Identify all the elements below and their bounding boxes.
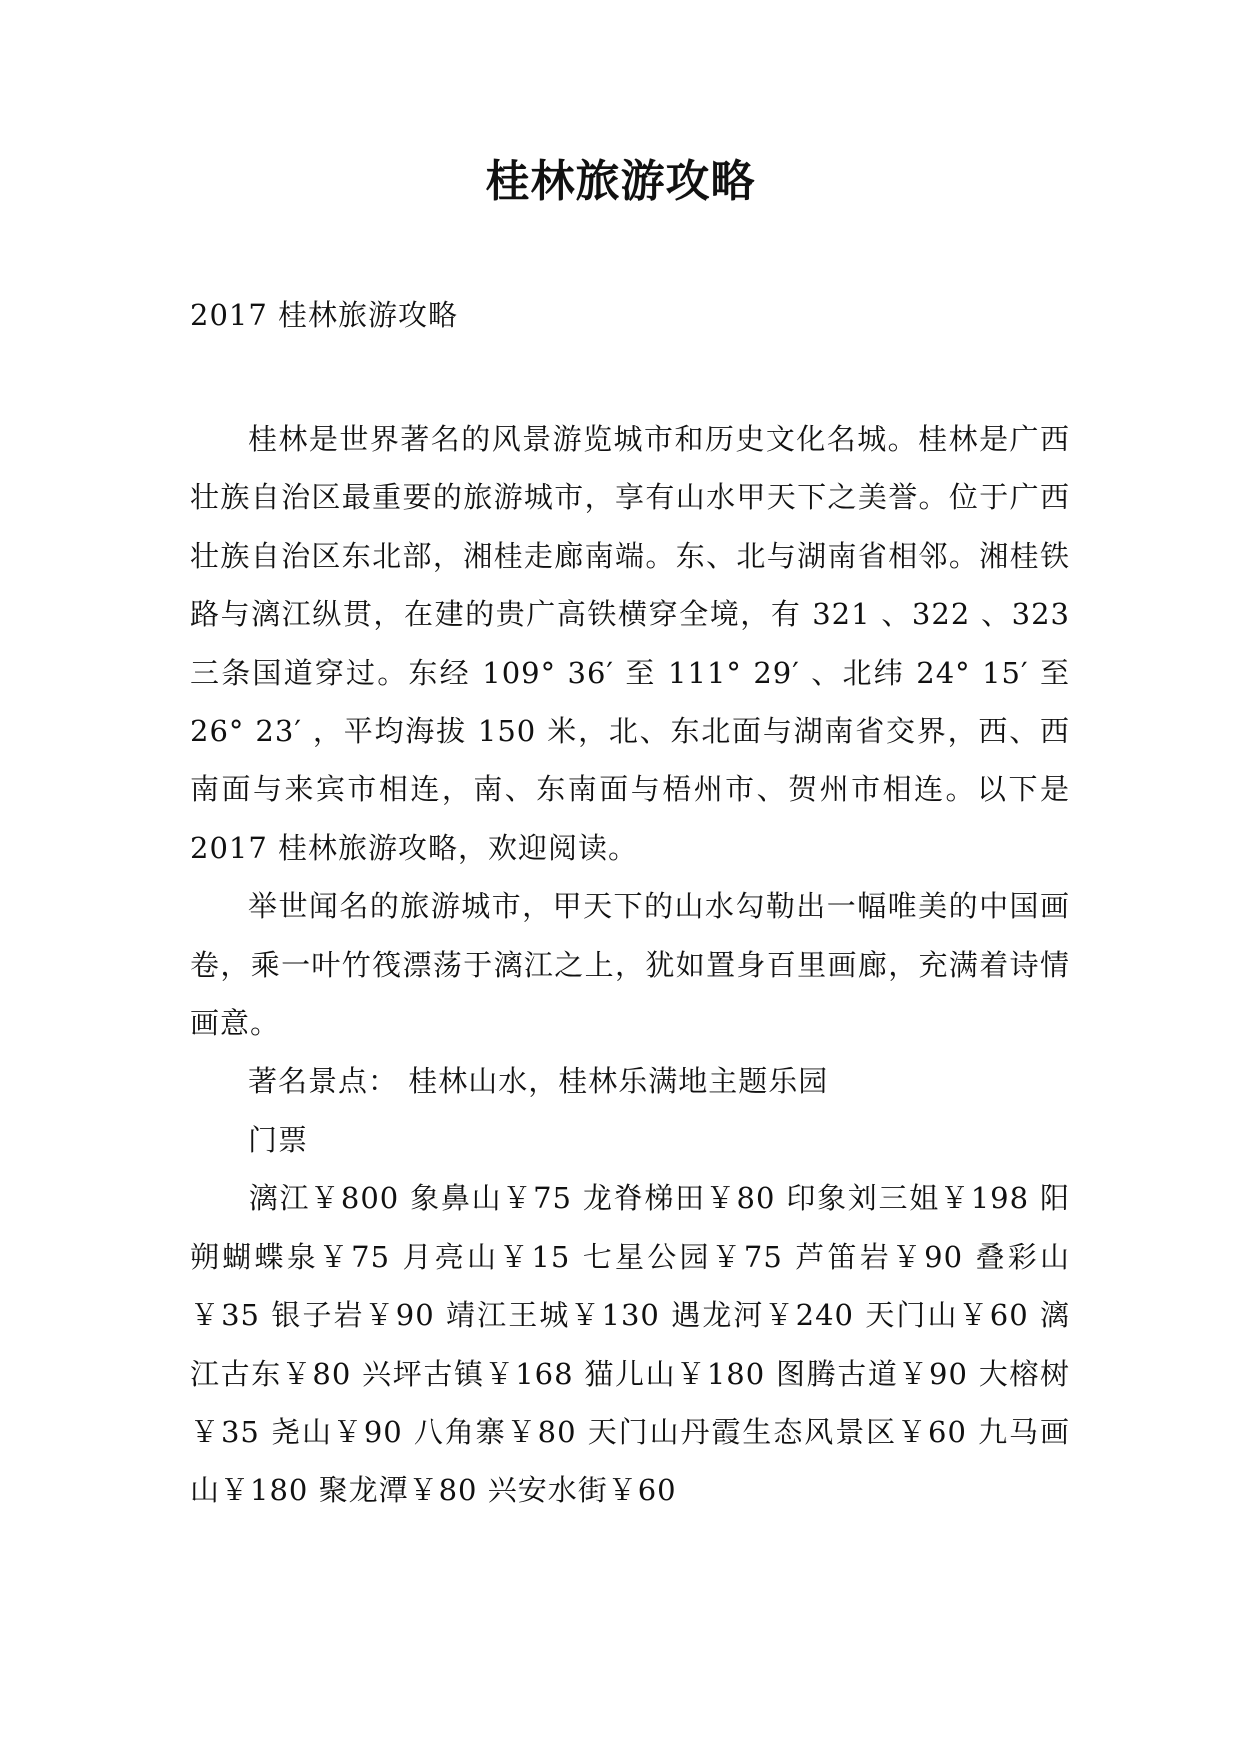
document-title: 桂林旅游攻略 bbox=[485, 156, 756, 207]
tickets-heading: 门票 bbox=[248, 1122, 309, 1157]
description-paragraph: 举世闻名的旅游城市，甲天下的山水勾勒出一幅唯美的中国画卷，乘一叶竹筏漂荡于漓江之上，犹如置身百里画廊，充满着诗情画意。 bbox=[190, 889, 1070, 1041]
ticket-prices-paragraph bbox=[190, 1169, 1070, 1519]
attractions-paragraph: 著名景点： 桂林山水，桂林乐满地主题乐园 bbox=[248, 1064, 829, 1099]
intro-paragraph: 桂林是世界著名的风景游览城市和历史文化名城。桂林是广西壮族自治区最重要的旅游城市，享有山水甲天下之美誉。位于广西壮族自治区东北部，湘桂走廊南端。东、北与湖南省相邻。湘桂铁路与漓江纵贯，在建的贵广高铁横穿全境，有 321 、322 、323 三条国道穿过。东经 109° 36′ 至 111° 29′ 、北纬 24° 15′ 至 26° 23′ ，平均海拔 150 米，北、东北面与湖南省交界，西、西南面与来宾市相连，南、东南面与梧州市、贺州市相连。以下是 2017 桂林旅游攻略，欢迎阅读。 bbox=[190, 422, 1070, 865]
document-body bbox=[190, 410, 1070, 1520]
document-subtitle: 2017 桂林旅游攻略 bbox=[190, 298, 459, 332]
ticket-prices-text: 漓江￥800 象鼻山￥75 龙脊梯田￥80 印象刘三姐￥198 阳朔蝴蝶泉￥75 月亮山￥15 七星公园￥75 芦笛岩￥90 叠彩山￥35 银子岩￥90 靖江王城￥130 遇龙河￥240 天门山￥60 漓江古东￥80 兴坪古镇￥168 猫儿山￥180 图腾古道￥90 大榕树￥35 尧山￥90 八角寨￥80 天门山丹霞生态风景区￥60 九马画山￥180 聚龙潭￥80 兴安水街￥60 bbox=[190, 1181, 1070, 1508]
